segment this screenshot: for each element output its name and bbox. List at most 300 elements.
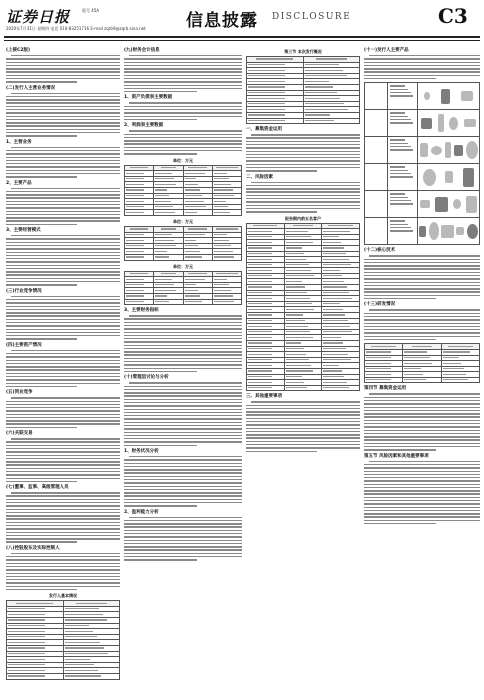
text-line bbox=[6, 458, 120, 459]
text-line bbox=[246, 414, 360, 415]
text-line bbox=[124, 520, 242, 521]
text-line bbox=[364, 474, 480, 475]
text-line bbox=[124, 328, 242, 329]
text-line bbox=[124, 536, 242, 537]
text-line bbox=[369, 55, 480, 56]
cell-text bbox=[8, 625, 45, 626]
cell-text bbox=[155, 201, 171, 202]
cell-text bbox=[214, 279, 227, 280]
table-row bbox=[247, 223, 360, 229]
text-line bbox=[251, 182, 360, 183]
text-line bbox=[364, 319, 480, 320]
text-line bbox=[124, 75, 242, 76]
text-line bbox=[246, 191, 360, 192]
text-line bbox=[364, 68, 480, 69]
table-cell bbox=[303, 118, 360, 124]
text-line bbox=[6, 319, 120, 320]
cell-text bbox=[305, 92, 337, 93]
text-line bbox=[6, 407, 120, 408]
body-text bbox=[364, 55, 480, 79]
cell-text bbox=[185, 245, 199, 246]
product-image bbox=[454, 145, 463, 156]
text-line bbox=[124, 112, 242, 113]
text-line bbox=[11, 55, 120, 56]
text-line bbox=[6, 417, 120, 418]
text-line bbox=[124, 492, 242, 493]
text-line bbox=[6, 541, 77, 542]
text-line bbox=[6, 102, 120, 103]
text-line bbox=[6, 284, 77, 285]
text-line bbox=[364, 439, 480, 440]
cell-text bbox=[248, 286, 272, 287]
cell-text bbox=[286, 342, 302, 343]
text-line bbox=[129, 456, 242, 457]
text-line bbox=[364, 259, 480, 260]
cell-text bbox=[286, 382, 305, 383]
text-line bbox=[6, 211, 120, 212]
text-line bbox=[6, 401, 120, 402]
table-cell bbox=[183, 299, 212, 305]
product-image bbox=[463, 168, 474, 187]
text-line bbox=[129, 382, 242, 383]
text-line bbox=[124, 318, 242, 319]
cell-text bbox=[305, 109, 348, 110]
cell-text bbox=[126, 295, 144, 296]
cell-text bbox=[323, 270, 339, 271]
body-text bbox=[124, 315, 242, 372]
text-line bbox=[6, 261, 120, 262]
text-line bbox=[364, 464, 480, 465]
text-line bbox=[390, 173, 411, 174]
product-desc-cell bbox=[388, 137, 418, 163]
text-line bbox=[364, 430, 480, 431]
text-line bbox=[364, 282, 480, 283]
cell-text bbox=[323, 281, 344, 282]
text-line bbox=[6, 356, 120, 357]
table-row bbox=[365, 344, 480, 350]
table-caption: 第三节 本次发行概况 bbox=[284, 49, 322, 54]
product-desc-cell bbox=[388, 191, 418, 217]
text-line bbox=[124, 361, 242, 362]
cell-text bbox=[65, 625, 90, 626]
text-line bbox=[6, 214, 120, 215]
text-line bbox=[246, 164, 360, 165]
text-line bbox=[364, 75, 480, 76]
cell-text bbox=[8, 670, 45, 671]
text-line bbox=[124, 386, 242, 387]
cell-text bbox=[323, 303, 340, 304]
text-line bbox=[6, 481, 77, 482]
cell-text bbox=[65, 659, 91, 660]
body-text bbox=[246, 401, 360, 452]
data-table bbox=[364, 343, 480, 383]
product-row bbox=[365, 218, 479, 244]
body-text bbox=[246, 134, 360, 171]
cell-text bbox=[76, 603, 107, 604]
text-line bbox=[246, 451, 317, 452]
body-text bbox=[124, 382, 242, 446]
cell-text bbox=[214, 284, 229, 285]
cell-text bbox=[404, 379, 425, 380]
text-line bbox=[11, 296, 120, 297]
cell-text bbox=[305, 86, 333, 87]
data-table bbox=[246, 56, 360, 124]
cell-text bbox=[248, 348, 272, 349]
page-number: C3 bbox=[438, 4, 468, 28]
cell-text bbox=[286, 376, 302, 377]
text-line bbox=[6, 478, 120, 479]
cell-text bbox=[323, 242, 341, 243]
text-line bbox=[124, 345, 242, 346]
cell-text bbox=[366, 357, 391, 358]
text-line bbox=[251, 401, 360, 402]
text-line bbox=[124, 526, 242, 527]
text-line bbox=[11, 397, 120, 398]
cell-text bbox=[443, 374, 466, 375]
data-table bbox=[246, 223, 360, 392]
text-line bbox=[364, 446, 480, 447]
section-heading: 1、财务状况分析 bbox=[124, 449, 159, 455]
text-line bbox=[364, 416, 480, 417]
body-text bbox=[364, 309, 480, 340]
text-line bbox=[364, 497, 480, 498]
product-category-cell bbox=[365, 218, 388, 244]
text-line bbox=[6, 509, 120, 510]
cell-text bbox=[286, 236, 311, 237]
cell-text bbox=[366, 351, 391, 352]
text-line bbox=[124, 143, 242, 144]
cell-text bbox=[323, 298, 351, 299]
text-line bbox=[124, 543, 242, 544]
text-line bbox=[6, 170, 120, 171]
cell-text bbox=[305, 103, 345, 104]
text-line bbox=[6, 258, 120, 259]
cell-text bbox=[323, 292, 349, 293]
text-line bbox=[6, 160, 120, 161]
text-line bbox=[364, 78, 436, 79]
cell-text bbox=[286, 331, 311, 332]
cell-text bbox=[248, 103, 285, 104]
text-line bbox=[246, 441, 360, 442]
text-line bbox=[364, 268, 480, 269]
cell-text bbox=[185, 240, 197, 241]
table-row bbox=[247, 285, 360, 291]
text-line bbox=[124, 325, 242, 326]
text-line bbox=[246, 447, 360, 448]
text-line bbox=[124, 68, 242, 69]
cell-text bbox=[248, 382, 272, 383]
column-b bbox=[124, 46, 242, 692]
text-line bbox=[124, 402, 242, 403]
product-image-cell bbox=[418, 218, 479, 244]
text-line bbox=[390, 193, 405, 194]
product-desc-cell bbox=[388, 83, 418, 109]
cell-text bbox=[185, 251, 200, 252]
cell-text bbox=[443, 351, 471, 352]
cell-text bbox=[126, 201, 144, 202]
text-line bbox=[6, 71, 120, 72]
table-row bbox=[247, 290, 360, 296]
table-row bbox=[247, 118, 360, 124]
cell-text bbox=[305, 120, 334, 121]
text-line bbox=[6, 176, 77, 177]
cell-text bbox=[248, 247, 272, 248]
text-line bbox=[246, 428, 360, 429]
text-line bbox=[6, 220, 120, 221]
table-cell bbox=[247, 385, 285, 391]
cell-text bbox=[185, 206, 206, 207]
text-line bbox=[124, 495, 242, 496]
table-cell bbox=[212, 271, 241, 277]
cell-text bbox=[126, 234, 144, 235]
cell-text bbox=[286, 359, 309, 360]
cell-text bbox=[286, 298, 310, 299]
text-line bbox=[124, 428, 242, 429]
cell-text bbox=[214, 173, 227, 174]
text-line bbox=[364, 265, 480, 266]
text-line bbox=[6, 78, 120, 79]
table-row bbox=[247, 329, 360, 335]
cell-text bbox=[248, 86, 285, 87]
cell-text bbox=[248, 303, 272, 304]
text-line bbox=[364, 413, 480, 414]
text-line bbox=[6, 586, 120, 587]
cell-text bbox=[286, 387, 307, 388]
issue-label: 版号 45A bbox=[82, 8, 100, 13]
text-line bbox=[6, 150, 120, 151]
body-text bbox=[364, 461, 480, 525]
text-line bbox=[6, 163, 120, 164]
text-line bbox=[390, 116, 408, 117]
cell-text bbox=[248, 75, 285, 76]
cell-text bbox=[248, 365, 272, 366]
cell-text bbox=[305, 64, 340, 65]
body-text bbox=[6, 492, 120, 543]
cell-text bbox=[126, 195, 144, 196]
cell-text bbox=[185, 178, 197, 179]
table-row bbox=[247, 352, 360, 358]
text-line bbox=[124, 153, 197, 154]
cell-text bbox=[248, 81, 285, 82]
product-image bbox=[424, 92, 430, 100]
table-cell bbox=[154, 254, 183, 260]
body-text bbox=[6, 553, 120, 590]
text-line bbox=[124, 559, 197, 560]
text-line bbox=[364, 323, 480, 324]
text-line bbox=[390, 95, 413, 96]
text-line bbox=[124, 502, 242, 503]
text-line bbox=[6, 157, 120, 158]
product-image bbox=[466, 141, 478, 159]
text-line bbox=[6, 58, 120, 59]
text-line bbox=[6, 589, 77, 590]
text-line bbox=[11, 438, 120, 439]
text-line bbox=[124, 81, 242, 82]
cell-text bbox=[248, 270, 272, 271]
text-line bbox=[6, 197, 120, 198]
cell-text bbox=[130, 167, 148, 168]
text-line bbox=[6, 464, 120, 465]
cell-text bbox=[443, 368, 464, 369]
text-line bbox=[246, 157, 360, 158]
text-line bbox=[6, 135, 77, 136]
product-image bbox=[419, 226, 426, 237]
table-cell bbox=[403, 377, 441, 383]
table-caption: 单位：万元 bbox=[173, 157, 193, 163]
cell-text bbox=[248, 98, 285, 99]
cell-text bbox=[161, 167, 176, 168]
text-line bbox=[246, 424, 360, 425]
text-line bbox=[6, 329, 120, 330]
cell-text bbox=[248, 354, 272, 355]
cell-text bbox=[404, 374, 423, 375]
cell-text bbox=[155, 290, 176, 291]
text-line bbox=[6, 532, 120, 533]
text-line bbox=[364, 65, 480, 66]
table-row bbox=[247, 385, 360, 391]
cell-text bbox=[323, 387, 349, 388]
cell-text bbox=[286, 275, 314, 276]
cell-text bbox=[248, 281, 272, 282]
body-text bbox=[6, 438, 120, 482]
cell-text bbox=[126, 245, 144, 246]
cell-text bbox=[248, 309, 272, 310]
cell-text bbox=[286, 365, 311, 366]
text-line bbox=[124, 119, 197, 120]
text-line bbox=[6, 502, 120, 503]
product-row bbox=[365, 164, 479, 191]
text-line bbox=[246, 201, 360, 202]
data-table bbox=[6, 600, 120, 679]
text-line bbox=[6, 306, 120, 307]
cell-text bbox=[65, 653, 108, 654]
text-line bbox=[390, 203, 413, 204]
text-line bbox=[11, 553, 120, 554]
cell-text bbox=[185, 256, 202, 257]
cell-text bbox=[216, 273, 238, 274]
table-row bbox=[125, 210, 242, 216]
data-table bbox=[124, 165, 242, 216]
table-row bbox=[247, 251, 360, 257]
cell-text bbox=[323, 320, 347, 321]
cell-text bbox=[248, 326, 272, 327]
cell-text bbox=[323, 337, 341, 338]
text-line bbox=[6, 204, 120, 205]
section-heading: 第四节 募集资金运用 bbox=[364, 386, 407, 392]
text-line bbox=[124, 371, 197, 372]
text-line bbox=[390, 89, 408, 90]
product-image bbox=[420, 200, 430, 208]
body-text bbox=[6, 93, 120, 137]
text-line bbox=[6, 315, 120, 316]
cell-text bbox=[248, 320, 272, 321]
cell-text bbox=[8, 675, 45, 676]
text-line bbox=[6, 122, 120, 123]
text-line bbox=[6, 312, 120, 313]
cell-text bbox=[155, 184, 176, 185]
text-line bbox=[6, 386, 77, 387]
table-row bbox=[365, 377, 480, 383]
text-line bbox=[6, 325, 120, 326]
text-line bbox=[6, 376, 120, 377]
section-title-en: DISCLOSURE bbox=[272, 12, 352, 22]
cell-text bbox=[214, 240, 229, 241]
text-line bbox=[6, 538, 120, 539]
text-line bbox=[364, 477, 480, 478]
text-line bbox=[124, 65, 242, 66]
text-line bbox=[6, 455, 120, 456]
product-category-cell bbox=[365, 83, 388, 109]
column-a bbox=[6, 46, 120, 692]
text-line bbox=[124, 409, 242, 410]
text-line bbox=[124, 459, 242, 460]
text-line bbox=[246, 147, 360, 148]
cell-text bbox=[286, 292, 307, 293]
product-row bbox=[365, 191, 479, 218]
text-line bbox=[246, 405, 360, 406]
cell-text bbox=[185, 201, 204, 202]
text-line bbox=[124, 137, 242, 138]
cell-text bbox=[214, 178, 229, 179]
text-line bbox=[246, 154, 360, 155]
text-line bbox=[124, 106, 242, 107]
text-line bbox=[6, 242, 120, 243]
text-line bbox=[129, 102, 242, 103]
cell-text bbox=[248, 92, 285, 93]
text-line bbox=[6, 112, 120, 113]
text-line bbox=[6, 248, 120, 249]
cell-text bbox=[8, 614, 45, 615]
text-line bbox=[6, 556, 120, 557]
text-line bbox=[364, 400, 480, 401]
product-image bbox=[429, 222, 439, 240]
body-text bbox=[124, 456, 242, 507]
cell-text bbox=[188, 273, 207, 274]
cell-text bbox=[323, 382, 346, 383]
cell-text bbox=[185, 195, 202, 196]
text-line bbox=[6, 499, 120, 500]
section-heading: 一、募集资金运用 bbox=[246, 127, 282, 133]
table-row bbox=[247, 324, 360, 330]
text-line bbox=[124, 364, 242, 365]
text-line bbox=[364, 503, 480, 504]
cell-text bbox=[248, 242, 272, 243]
table-row bbox=[125, 299, 242, 305]
text-line bbox=[364, 471, 480, 472]
cell-text bbox=[65, 647, 105, 648]
section-heading: 1、主营业务 bbox=[6, 139, 32, 145]
text-line bbox=[364, 507, 480, 508]
text-line bbox=[124, 546, 242, 547]
text-line bbox=[364, 410, 480, 411]
product-image bbox=[431, 146, 442, 155]
table-row bbox=[247, 257, 360, 263]
section-title-cn: 信息披露 bbox=[186, 11, 258, 31]
text-line bbox=[6, 471, 120, 472]
text-line bbox=[246, 208, 360, 209]
text-line bbox=[246, 137, 360, 138]
text-line bbox=[124, 530, 242, 531]
cell-text bbox=[126, 184, 144, 185]
table-row bbox=[247, 380, 360, 386]
text-line bbox=[124, 476, 242, 477]
cell-text bbox=[286, 370, 314, 371]
section-heading: 三、其他重要事项 bbox=[246, 394, 282, 400]
cell-text bbox=[286, 303, 312, 304]
text-line bbox=[364, 336, 480, 337]
cell-text bbox=[248, 292, 272, 293]
cell-text bbox=[126, 290, 144, 291]
